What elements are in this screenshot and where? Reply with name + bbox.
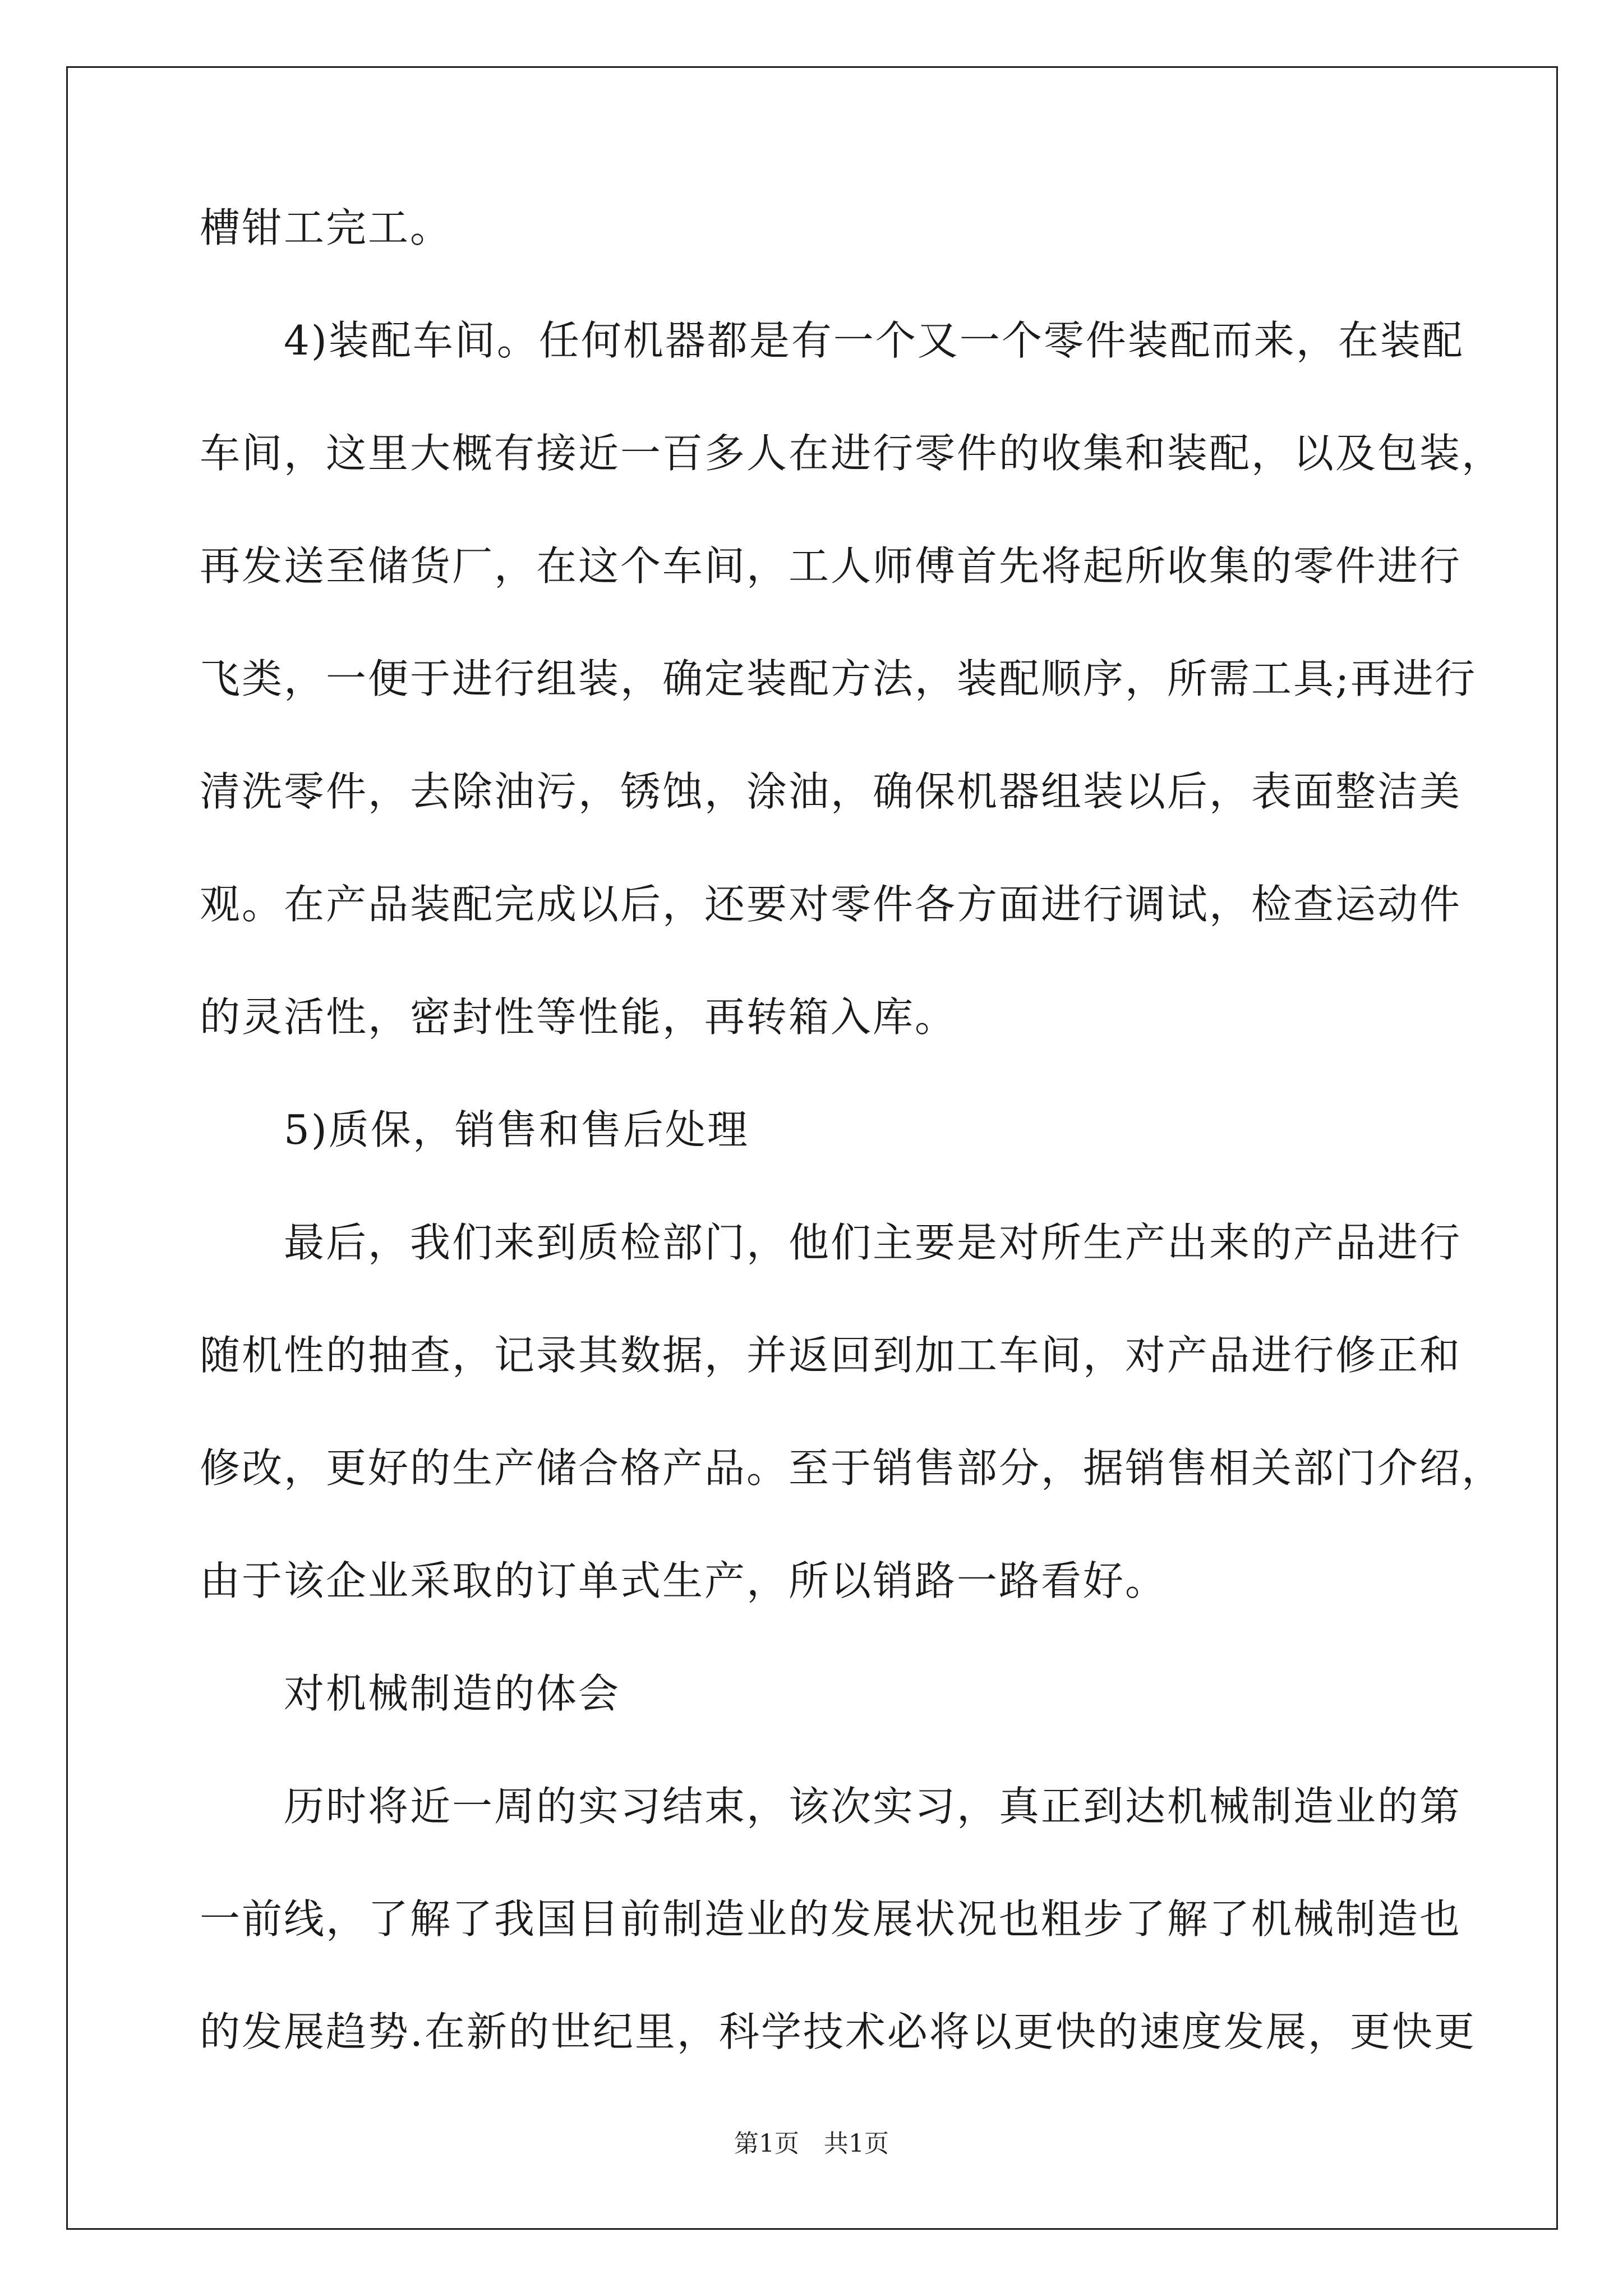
text-line: 历时将近一周的实习结束，该次实习，真正到达机械制造业的第 bbox=[284, 1783, 1462, 1830]
text-line: 槽钳工完工。 bbox=[200, 204, 453, 251]
page-footer: 第1页 共1页 bbox=[734, 2129, 889, 2158]
text-line: 最后，我们来到质检部门，他们主要是对所生产出来的产品进行 bbox=[284, 1219, 1462, 1266]
text-line: 修改，更好的生产储合格产品。至于销售部分，据销售相关部门介绍， bbox=[200, 1444, 1504, 1492]
text-line: 4)装配车间。任何机器都是有一个又一个零件装配而来，在装配 bbox=[284, 317, 1464, 364]
text-line: 车间，这里大概有接近一百多人在进行零件的收集和装配，以及包装， bbox=[200, 430, 1504, 477]
text-line: 清洗零件，去除油污，锈蚀，涂油，确保机器组装以后，表面整洁美 bbox=[200, 768, 1462, 815]
section-heading: 5)质保，销售和售后处理 bbox=[284, 1106, 749, 1153]
text-line: 的发展趋势.在新的世纪里，科学技术必将以更快的速度发展，更快更 bbox=[200, 2008, 1476, 2055]
text-line: 一前线，了解了我国目前制造业的发展状况也粗步了解了机械制造也 bbox=[200, 1895, 1462, 1943]
text-line: 由于该企业采取的订单式生产，所以销路一路看好。 bbox=[200, 1557, 1168, 1604]
section-heading: 对机械制造的体会 bbox=[284, 1670, 621, 1717]
text-line: 随机性的抽查，记录其数据，并返回到加工车间，对产品进行修正和 bbox=[200, 1332, 1462, 1379]
text-line: 的灵活性，密封性等性能，再转箱入库。 bbox=[200, 993, 957, 1041]
document-body bbox=[200, 204, 1504, 2124]
text-line: 飞类，一便于进行组装，确定装配方法，装配顺序，所需工具;再进行 bbox=[200, 655, 1477, 702]
text-line: 观。在产品装配完成以后，还要对零件各方面进行调试，检查运动件 bbox=[200, 881, 1462, 928]
text-line: 再发送至储货厂，在这个车间，工人师傅首先将起所收集的零件进行 bbox=[200, 542, 1462, 590]
